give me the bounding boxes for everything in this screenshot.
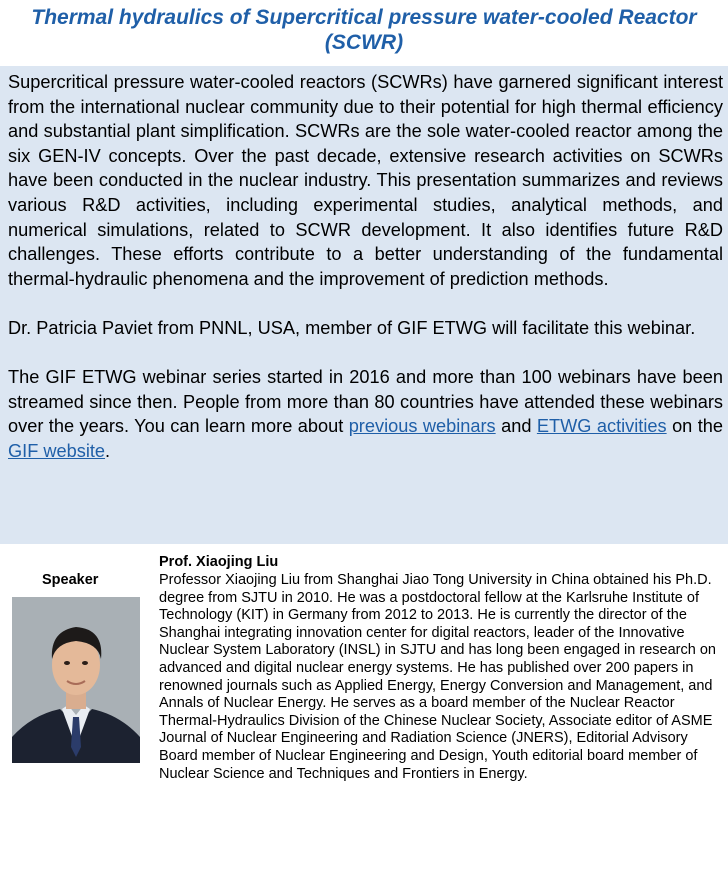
speaker-name: Prof. Xiaojing Liu bbox=[159, 554, 279, 570]
abstract-panel bbox=[0, 66, 728, 544]
abstract-paragraph: Supercritical pressure water-cooled reactors (SCWRs) have garnered significant interest from the international nuclear community due to their potential for high thermal efficiency and substantial plant simplification. SCWRs are the sole water-cooled reactor among the six GEN-IV concepts. Over the past decade, extensive research activities on SCWRs have been conducted in the nuclear industry. This presentation summarizes and reviews various R&D activities, including experimental studies, analytical methods, and numerical simulations, related to SCWR development. It also identifies future R&D challenges. These efforts contribute to a better understanding of the fundamental thermal-hydraulic phenomena and the improvement of prediction methods. bbox=[8, 72, 723, 289]
speaker-label: Speaker bbox=[42, 572, 99, 588]
speaker-photo bbox=[12, 597, 140, 763]
speaker-bio: Professor Xiaojing Liu from Shanghai Jiao Tong University in China obtained his Ph.D. degree from SJTU in 2010. He was a postdoctoral fellow at the Karlsruhe Institute of Technology (KIT) in Germany from 2012 to 2013. He is currently the director of the Shanghai integrating innovation center for digital reactors, leader of the Innovative Nuclear System Laboratory (INSL) in SJTU and has long been engaged in research on advanced and digital nuclear energy systems. He has published over 200 papers in renowned journals such as Applied Energy, Energy Conversion and Management, and Annals of Nuclear Energy. He serves as a board member of the Nuclear Reactor Thermal-Hydraulics Division of the Chinese Nuclear Society, Associate editor of ASME Journal of Nuclear Engineering and Radiation Science (JNERS), Editorial Advisory Board member of Nuclear Engineering and Design, Youth editorial board member of Nuclear Science and Techniques and Frontiers in Energy. bbox=[159, 572, 716, 782]
facilitator-paragraph: Dr. Patricia Paviet from PNNL, USA, member of GIF ETWG will facilitate this webinar. bbox=[8, 317, 696, 338]
page-title: Thermal hydraulics of Supercritical pressure water-cooled Reactor (SCWR) bbox=[31, 6, 697, 54]
gif-website-link[interactable]: GIF website bbox=[8, 440, 106, 461]
etwg-activities-link[interactable]: ETWG activities bbox=[536, 416, 667, 437]
on-the-text: on the bbox=[672, 416, 724, 437]
speaker-portrait-image bbox=[12, 597, 140, 763]
series-paragraph bbox=[8, 365, 723, 463]
and-text: and bbox=[501, 416, 532, 437]
series-text: The GIF ETWG webinar series started in 2016 and more than 100 webinars have been streamed since then. People from more than 80 countries have attended these webinars over the years. You can learn more about bbox=[8, 367, 723, 437]
previous-webinars-link[interactable]: previous webinars bbox=[348, 416, 496, 437]
end-period: . bbox=[105, 440, 111, 461]
